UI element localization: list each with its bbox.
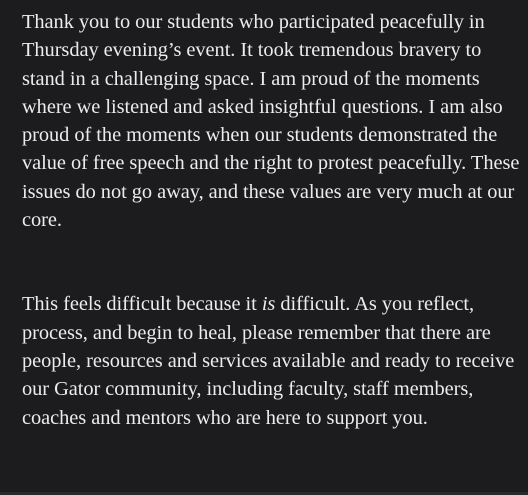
paragraph-thank-you: Thank you to our students who participated peacefully in Thursday evening’s event. It took tremendous bravery to stand in a challenging space. I am proud of the moments where we listened and asked insightful questions. I am also proud of the moments when our students demonstrated the value of free speech and the right to protest peacefully. These issues do not go away, and these values are very much at our core. — [22, 11, 520, 232]
message-body — [22, 8, 522, 432]
paragraph-difficult-lead: This feels difficult because it — [22, 293, 262, 316]
emphasis-text: is — [261, 293, 276, 316]
paragraph-difficult-rest: difficult. As you reflect, process, and begin to heal, please remember that there are people, resources and services available and ready to receive our Gator community, including faculty, staff members, coaches and mentors who are here to support you. — [22, 293, 515, 429]
paragraph-difficult — [22, 290, 522, 431]
